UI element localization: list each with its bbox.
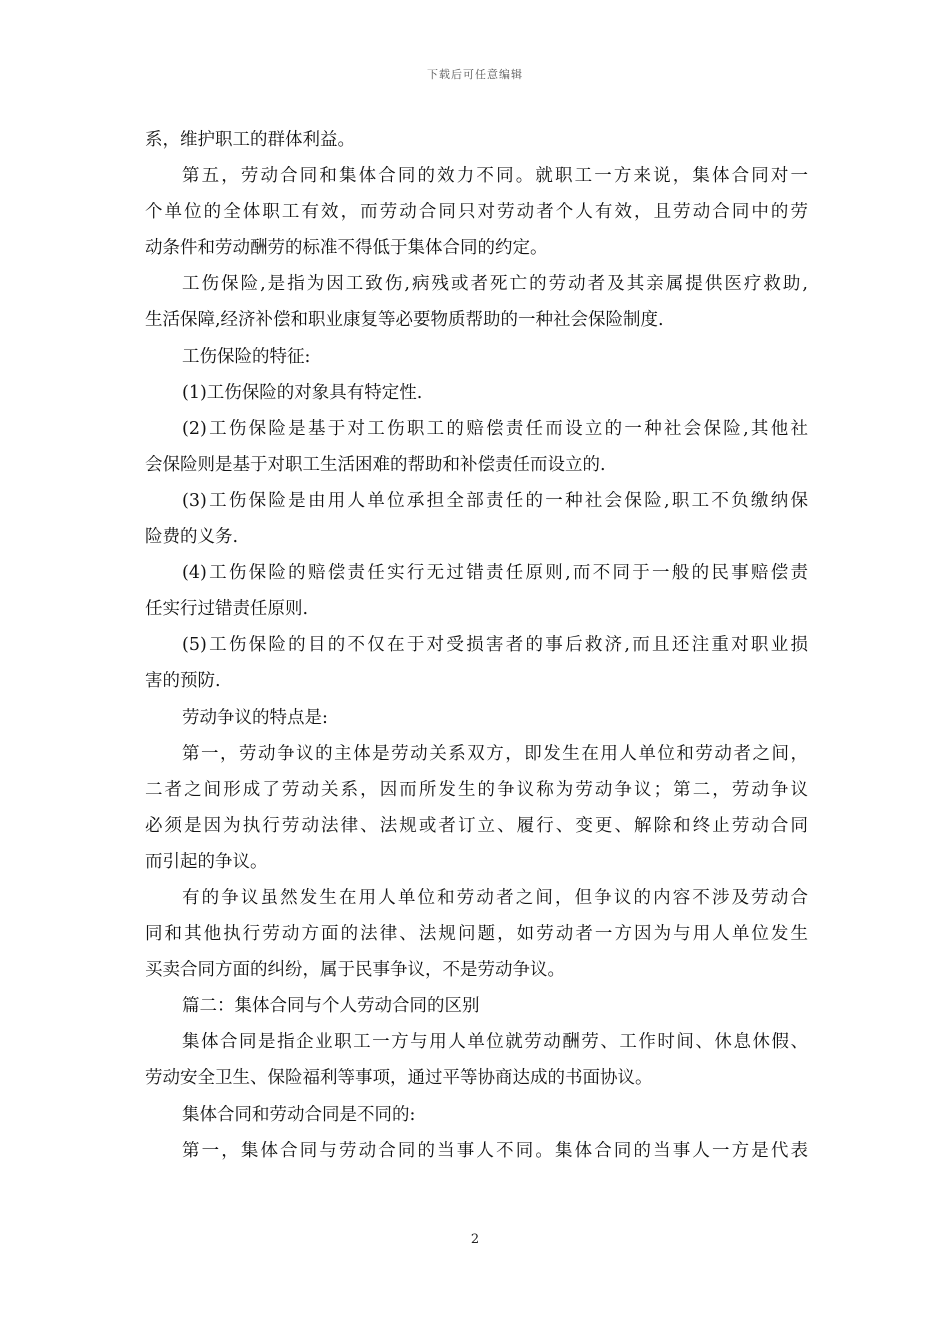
text-line: 险费的义务. <box>145 527 239 548</box>
text-line: 个单位的全体职工有效，而劳动合同只对劳动者个人有效，且劳动合同中的劳 <box>145 202 808 223</box>
text-line: 买卖合同方面的纠纷，属于民事争议，不是劳动争议。 <box>145 960 565 981</box>
text-line: 二者之间形成了劳动关系，因而所发生的争议称为劳动争议；第二，劳动争议 <box>145 779 808 800</box>
text-line: 生活保障,经济补偿和职业康复等必要物质帮助的一种社会保险制度. <box>145 310 664 331</box>
text-line: 第五，劳动合同和集体合同的效力不同。就职工一方来说，集体合同对一 <box>182 166 808 187</box>
text-line: 必须是因为执行劳动法律、法规或者订立、履行、变更、解除和终止劳动合同 <box>145 815 808 836</box>
page-number: 2 <box>470 1232 480 1247</box>
text-line: 同和其他执行劳动方面的法律、法规问题，如劳动者一方因为与用人单位发生 <box>145 924 808 945</box>
text-line: (2)工伤保险是基于对工伤职工的赔偿责任而设立的一种社会保险,其他社 <box>182 418 808 439</box>
text-line: 系，维护职工的群体利益。 <box>145 130 355 150</box>
text-line: 篇二：集体合同与个人劳动合同的区别 <box>182 996 480 1017</box>
text-line: 会保险则是基于对职工生活困难的帮助和补偿责任而设立的. <box>145 454 606 475</box>
text-line: 集体合同和劳动合同是不同的: <box>182 1104 416 1125</box>
document-body <box>145 122 808 1169</box>
text-line: 动条件和劳动酬劳的标准不得低于集体合同的约定。 <box>145 238 548 259</box>
text-line: 劳动争议的特点是: <box>182 707 328 728</box>
text-line: (3)工伤保险是由用人单位承担全部责任的一种社会保险,职工不负缴纳保 <box>182 490 808 511</box>
text-line: 害的预防. <box>145 671 221 692</box>
text-line: 第一，集体合同与劳动合同的当事人不同。集体合同的当事人一方是代表 <box>182 1140 808 1161</box>
text-line: (4)工伤保险的赔偿责任实行无过错责任原则,而不同于一般的民事赔偿责 <box>182 563 808 584</box>
text-line: 工伤保险的特征: <box>182 346 311 367</box>
text-line: 集体合同是指企业职工一方与用人单位就劳动酬劳、工作时间、休息休假、 <box>182 1032 808 1053</box>
text-line: (1)工伤保险的对象具有特定性. <box>182 382 423 403</box>
text-line: 劳动安全卫生、保险福利等事项，通过平等协商达成的书面协议。 <box>145 1068 653 1089</box>
page-header: 下载后可任意编辑 <box>427 68 523 81</box>
text-line: 工伤保险,是指为因工致伤,病残或者死亡的劳动者及其亲属提供医疗救助, <box>182 274 808 295</box>
text-line: 而引起的争议。 <box>145 851 268 872</box>
text-line: 有的争议虽然发生在用人单位和劳动者之间，但争议的内容不涉及劳动合 <box>182 887 808 908</box>
text-line: 任实行过错责任原则. <box>145 599 309 620</box>
text-line: (5)工伤保险的目的不仅在于对受损害者的事后救济,而且还注重对职业损 <box>182 635 808 656</box>
text-line: 第一，劳动争议的主体是劳动关系双方，即发生在用人单位和劳动者之间， <box>182 743 808 764</box>
